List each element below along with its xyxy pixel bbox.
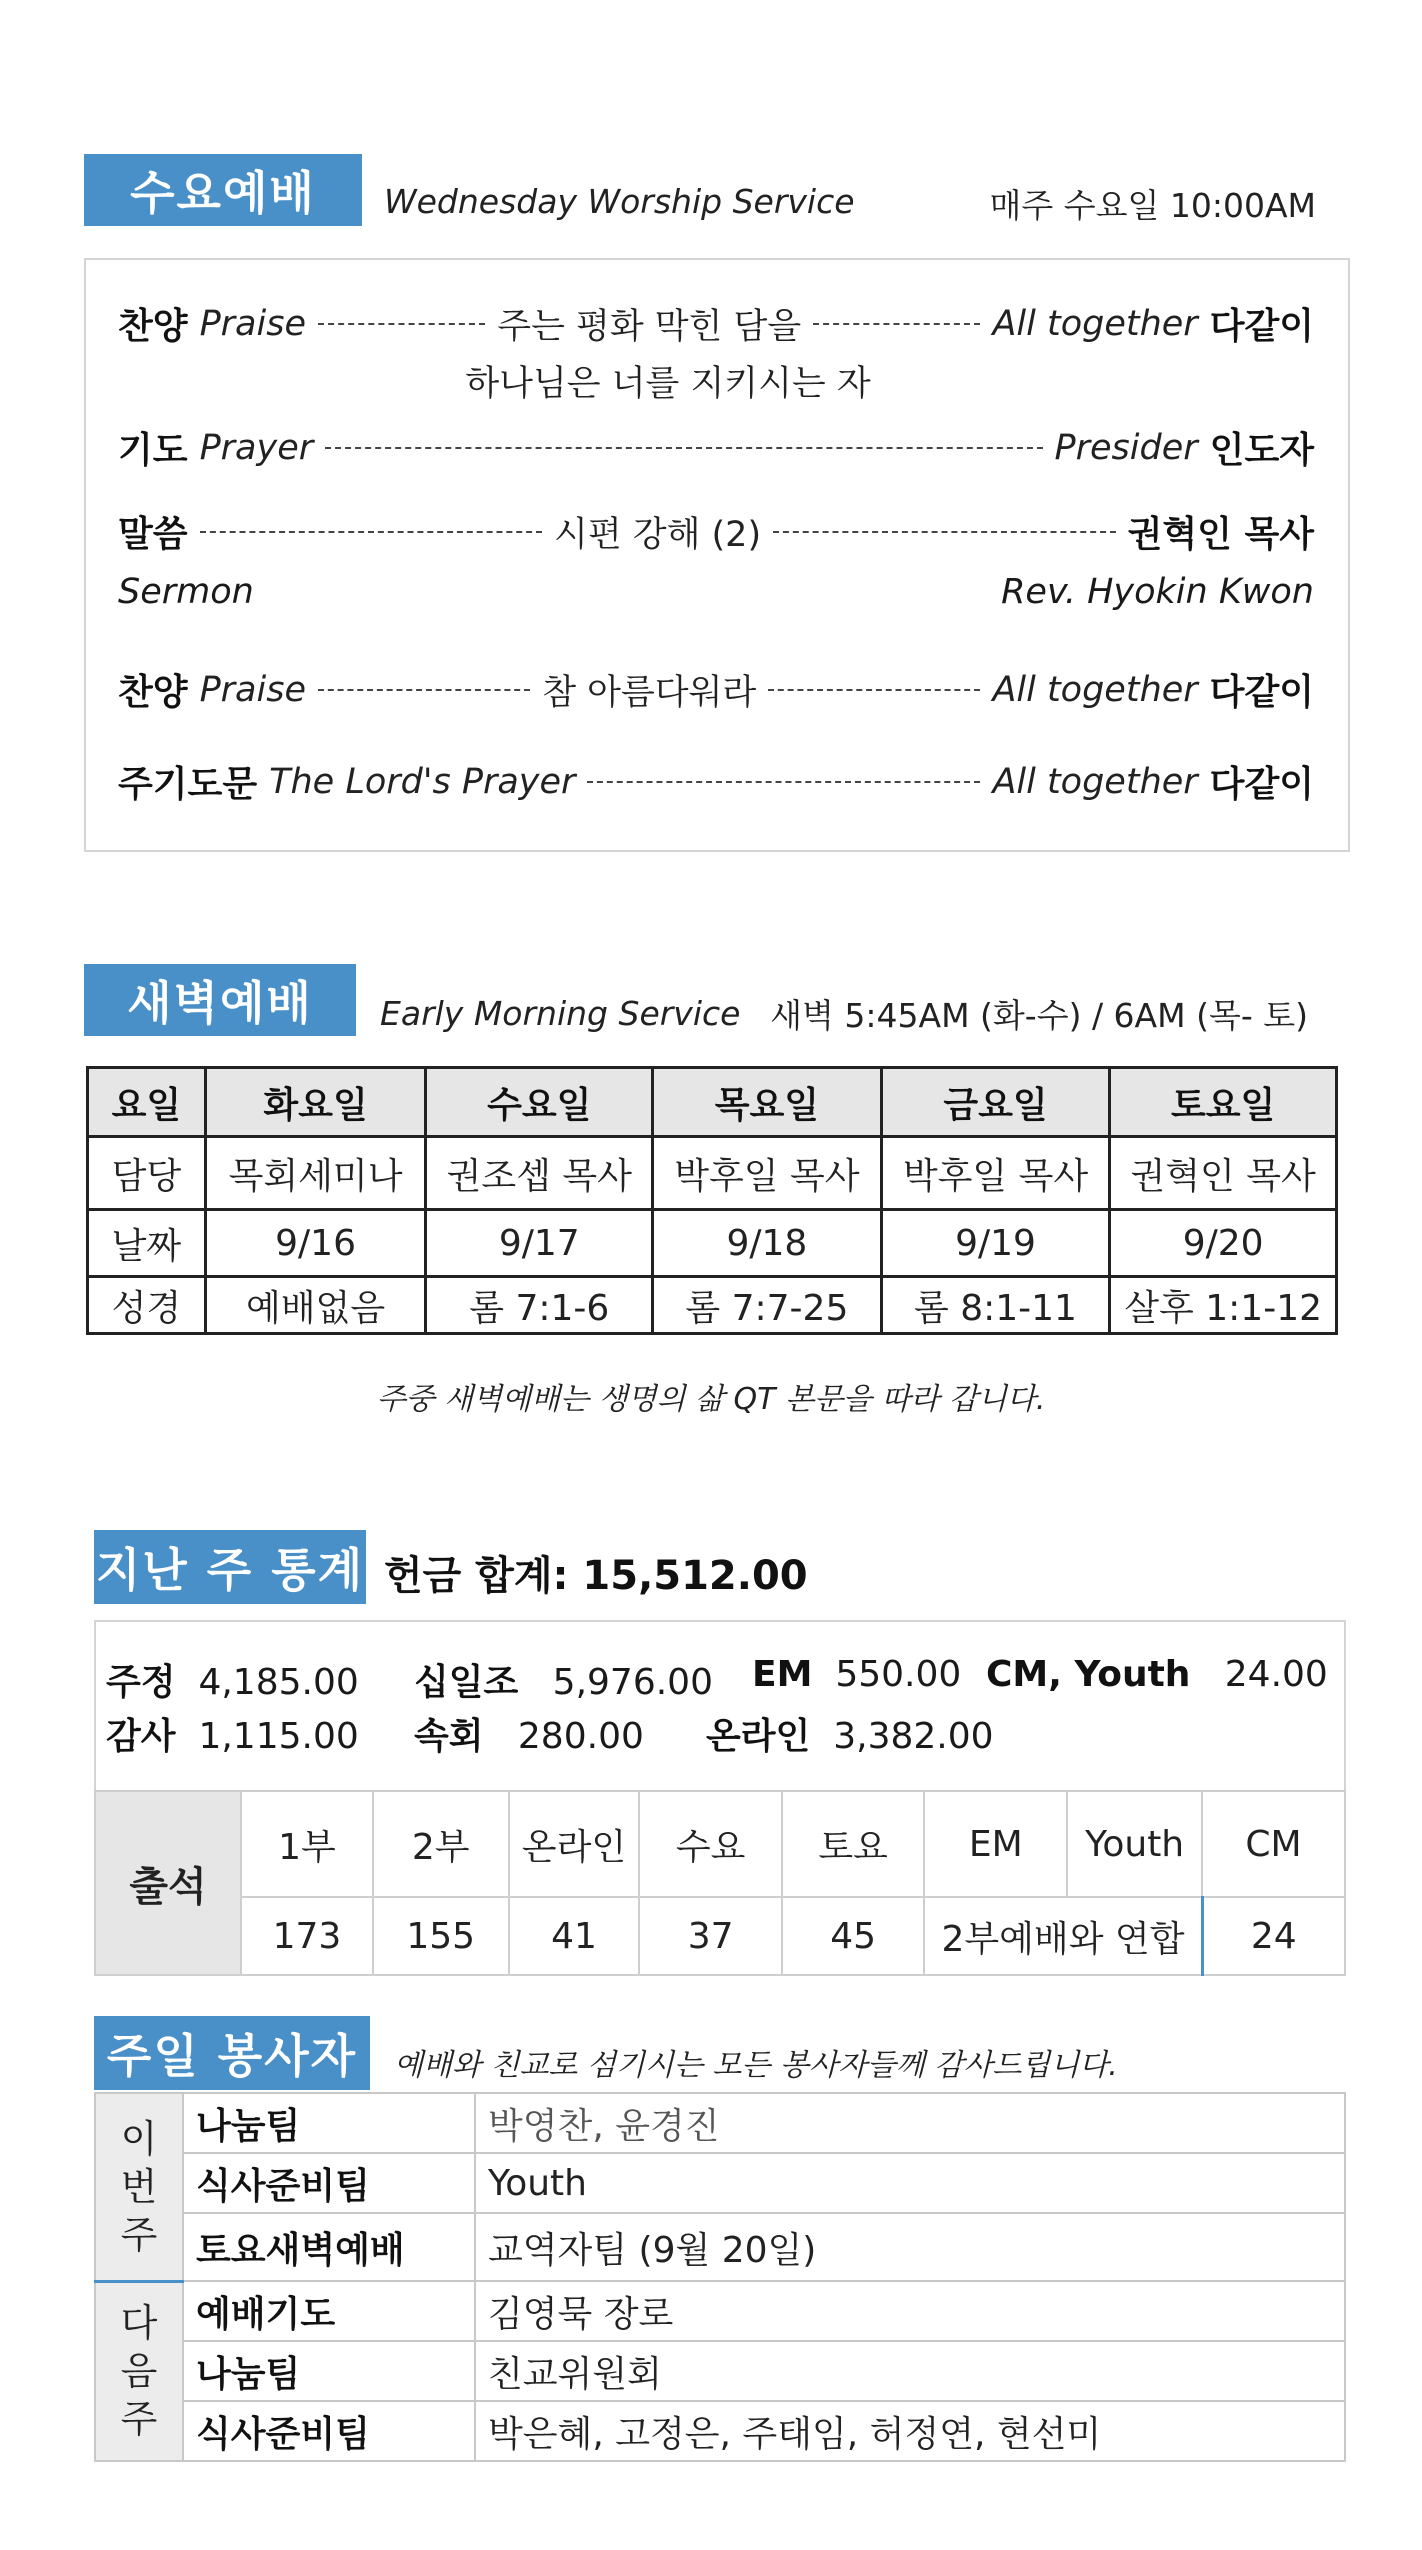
early-title: 새벽예배: [84, 964, 356, 1036]
table-cell: 날짜: [88, 1210, 206, 1277]
stat-label: 주정: [106, 1662, 176, 1703]
attendance-header: Youth: [1067, 1791, 1202, 1897]
stat-label: CM, Youth: [986, 1654, 1191, 1695]
order-label: 말씀: [118, 514, 188, 555]
leader-dots: [318, 689, 530, 691]
stat-item-tithe: [414, 1654, 713, 1705]
attendance-header: EM: [924, 1791, 1067, 1897]
early-schedule-table: [86, 1066, 1338, 1335]
order-label-en: The Lord's Prayer: [269, 761, 576, 802]
attendance-value: 24: [1202, 1897, 1345, 1975]
table-cell: 담당: [88, 1137, 206, 1210]
table-header-row: [88, 1068, 1337, 1137]
volunteer-role: 토요새벽예배: [183, 2213, 475, 2281]
table-row: [95, 2341, 1345, 2401]
table-cell: 권조셉 목사: [426, 1137, 653, 1210]
table-cell: 예배없음: [205, 1277, 426, 1334]
table-cell: 롬 7:1-6: [426, 1277, 653, 1334]
table-cell: 권혁인 목사: [1110, 1137, 1337, 1210]
stat-label: 속회: [414, 1716, 484, 1757]
table-cell: 박후일 목사: [881, 1137, 1110, 1210]
order-by-en: Rev. Hyokin Kwon: [1001, 572, 1314, 612]
leader-dots: [200, 531, 542, 533]
stat-label: 온라인: [706, 1716, 811, 1757]
table-cell: 9/17: [426, 1210, 653, 1277]
stat-label: 감사: [106, 1716, 176, 1757]
volunteer-names: Youth: [475, 2153, 1345, 2213]
table-row: [95, 2401, 1345, 2461]
stat-item-thanks: [106, 1708, 359, 1759]
volunteer-role: 예배기도: [183, 2281, 475, 2341]
attendance-header: 온라인: [509, 1791, 640, 1897]
stat-label: 십일조: [414, 1662, 519, 1703]
table-row: [95, 2213, 1345, 2281]
order-label-en: Praise: [199, 669, 306, 710]
order-by-en: All together: [992, 669, 1198, 710]
volunteer-names: 박은혜, 고정은, 주태임, 허정연, 현선미: [475, 2401, 1345, 2461]
leader-dots: [773, 531, 1115, 533]
table-row: [95, 2281, 1345, 2341]
table-cell: 9/18: [653, 1210, 882, 1277]
table-cell: 9/19: [881, 1210, 1110, 1277]
table-row: [95, 2153, 1345, 2213]
volunteer-role: 식사준비팀: [183, 2401, 475, 2461]
attendance-header: 수요: [639, 1791, 782, 1897]
table-header: 요일: [88, 1068, 206, 1137]
attendance-value-row: [95, 1897, 1345, 1975]
order-by-en: Presider: [1054, 427, 1198, 468]
table-header: 수요일: [426, 1068, 653, 1137]
stat-value: 24.00: [1224, 1654, 1328, 1695]
attendance-value: 155: [373, 1897, 509, 1975]
attendance-label: 출석: [95, 1791, 241, 1975]
order-label: 찬양: [118, 672, 188, 713]
table-cell: 목회세미나: [205, 1137, 426, 1210]
table-header: 목요일: [653, 1068, 882, 1137]
stat-value: 3,382.00: [833, 1716, 994, 1757]
attendance-header: 2부: [373, 1791, 509, 1897]
volunteer-names: 박영찬, 윤경진: [475, 2093, 1345, 2153]
volunteer-names: 김영묵 장로: [475, 2281, 1345, 2341]
order-title: 주는 평화 막힌 담을: [497, 306, 802, 347]
order-by: 다같이: [1209, 672, 1314, 713]
attendance-header: CM: [1202, 1791, 1345, 1897]
attendance-value: 2부예배와 연합: [924, 1897, 1202, 1975]
attendance-value: 37: [639, 1897, 782, 1975]
table-cell: 9/20: [1110, 1210, 1337, 1277]
attendance-header: 토요: [782, 1791, 925, 1897]
table-header: 금요일: [881, 1068, 1110, 1137]
attendance-value: 173: [241, 1897, 373, 1975]
order-label-en: Prayer: [199, 427, 314, 468]
table-cell: 롬 7:7-25: [653, 1277, 882, 1334]
order-row-hymn2: [118, 664, 1314, 715]
attendance-header-row: [95, 1791, 1345, 1897]
stat-label: EM: [752, 1654, 813, 1695]
stat-value: 280.00: [517, 1716, 644, 1757]
order-label-en: Sermon: [118, 572, 254, 612]
leader-dots: [813, 323, 980, 325]
this-week-label: 이 번 주: [95, 2093, 183, 2281]
order-by-en: All together: [992, 761, 1198, 802]
wednesday-time: 매주 수요일 10:00AM: [989, 186, 1316, 225]
stat-item-em: [752, 1654, 961, 1695]
stat-value: 5,976.00: [552, 1662, 713, 1703]
table-cell: 성경: [88, 1277, 206, 1334]
offering-total: 헌금 합계: 15,512.00: [384, 1553, 808, 1599]
wednesday-subtitle: Wednesday Worship Service: [384, 182, 855, 221]
table-row: [95, 2093, 1345, 2153]
order-by: 권혁인 목사: [1127, 514, 1314, 555]
table-cell: 9/16: [205, 1210, 426, 1277]
early-subtitle: Early Morning Service: [380, 994, 741, 1033]
volunteer-role: 나눔팀: [183, 2093, 475, 2153]
volunteer-role: 식사준비팀: [183, 2153, 475, 2213]
order-by: 다같이: [1209, 306, 1315, 347]
volunteer-role: 나눔팀: [183, 2341, 475, 2401]
order-by: 다같이: [1209, 764, 1314, 805]
wednesday-title: 수요예배: [84, 154, 362, 226]
table-row: [88, 1137, 1337, 1210]
stats-title: 지난 주 통계: [94, 1530, 366, 1604]
order-label: 주기도문: [118, 764, 258, 805]
volunteer-names: 친교위원회: [475, 2341, 1345, 2401]
table-cell: 박후일 목사: [653, 1137, 882, 1210]
order-label: 찬양: [118, 306, 188, 347]
leader-dots: [587, 781, 980, 783]
stat-item-online: [706, 1708, 994, 1759]
table-header: 토요일: [1110, 1068, 1337, 1137]
volunteers-thanks: 예배와 친교로 섬기시는 모든 봉사자들께 감사드립니다.: [394, 2048, 1118, 2083]
order-title: 참 아름다워라: [542, 672, 757, 713]
order-row-sermon-en: [118, 572, 1314, 612]
order-row-lords-prayer: [118, 756, 1314, 807]
order-row-sermon: [118, 506, 1314, 557]
order-label-en: Praise: [199, 303, 306, 344]
attendance-value: 41: [509, 1897, 640, 1975]
leader-dots: [325, 447, 1042, 449]
order-row-prayer: [118, 422, 1314, 473]
table-cell: 살후 1:1-12: [1110, 1277, 1337, 1334]
table-header: 화요일: [205, 1068, 426, 1137]
leader-dots: [768, 689, 980, 691]
table-row: [88, 1277, 1337, 1334]
early-time: 새벽 5:45AM (화-수) / 6AM (목- 토): [770, 996, 1308, 1035]
order-by-en: All together: [992, 303, 1198, 344]
volunteers-table: [94, 2092, 1346, 2462]
stats-box: [94, 1620, 1346, 1792]
early-note: 주중 새벽예배는 생명의 삶 QT 본문을 따라 갑니다.: [376, 1382, 1046, 1417]
volunteer-names: 교역자팀 (9월 20일): [475, 2213, 1345, 2281]
stat-value: 4,185.00: [198, 1662, 359, 1703]
attendance-header: 1부: [241, 1791, 373, 1897]
attendance-value: 45: [782, 1897, 925, 1975]
stat-item-jujeong: [106, 1654, 359, 1705]
table-cell: 롬 8:1-11: [881, 1277, 1110, 1334]
stat-item-cell: [414, 1708, 644, 1759]
stat-item-cm-youth: [986, 1654, 1328, 1695]
order-row-hymn1: [118, 298, 1314, 349]
order-label: 기도: [118, 430, 188, 471]
leader-dots: [318, 323, 485, 325]
order-title-line2: 하나님은 너를 지키시는 자: [465, 364, 871, 404]
stat-value: 550.00: [835, 1654, 962, 1695]
next-week-label: 다 음 주: [95, 2281, 183, 2461]
attendance-table: [94, 1790, 1346, 1976]
order-title: 시편 강해 (2): [554, 514, 762, 555]
volunteers-title: 주일 봉사자: [94, 2016, 370, 2090]
table-row: [88, 1210, 1337, 1277]
order-by: 인도자: [1209, 430, 1314, 471]
stat-value: 1,115.00: [198, 1716, 359, 1757]
